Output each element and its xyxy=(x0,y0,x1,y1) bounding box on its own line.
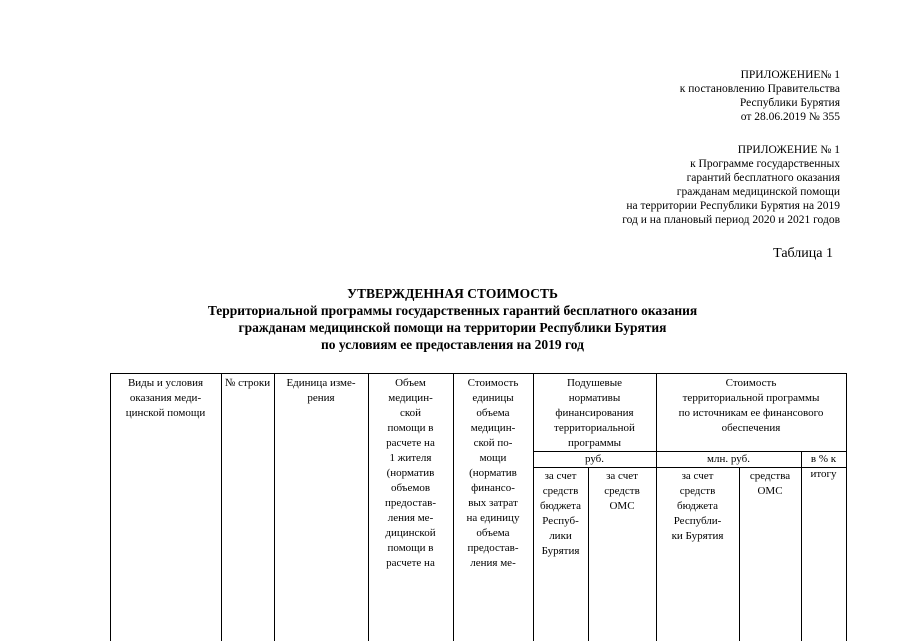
header-budget-mln: за счет средств бюджета Республи- ки Бурятия xyxy=(671,470,724,542)
table-border xyxy=(533,467,846,468)
annex-line: к постановлению Правительства xyxy=(679,83,840,95)
table-border xyxy=(221,373,222,641)
document-title: УТВЕРЖДЕННАЯ СТОИМОСТЬ xyxy=(347,286,558,301)
header-per-capita-norms: Подушевые нормативы финансирования территориальной программы xyxy=(554,377,635,449)
header-oms-mln: средства ОМС xyxy=(749,470,791,497)
table-border xyxy=(274,373,275,641)
annex-title-2: ПРИЛОЖЕНИЕ № 1 xyxy=(737,144,840,156)
header-budget-rub: за счет средств бюджета Респуб- лики Бурятия xyxy=(539,470,581,557)
header-percent-total: в % к итогу xyxy=(810,453,837,480)
document-subtitle: гражданам медицинской помощи на территории Республики Бурятия xyxy=(238,320,667,335)
annex-line: Республики Бурятия xyxy=(739,97,840,109)
header-oms-rub: за счет средств ОМС xyxy=(604,470,640,512)
annex-date-line: от 28.06.2019 № 355 xyxy=(740,111,840,123)
header-cost-by-sources: Стоимость территориальной программы по источникам ее финансового обеспечения xyxy=(678,377,824,434)
document-subtitle: Территориальной программы государственных гарантий бесплатного оказания xyxy=(207,303,698,318)
header-unit-mln-rub: млн. руб. xyxy=(707,453,750,465)
header-care-types: Виды и условия оказания меди- цинской помощи xyxy=(125,377,206,419)
annex-line: гражданам медицинской помощи xyxy=(676,186,840,198)
header-unit: Единица изме- рения xyxy=(286,377,356,404)
annex-line: гарантий бесплатного оказания xyxy=(686,172,840,184)
table-border xyxy=(846,373,847,641)
header-volume-norm: Объем медицин- ской помощи в расчете на 1 жителя (норматив объемов предостав- ления ме- дицинской помощи в расчете на xyxy=(384,377,437,569)
annex-line: год и на плановый период 2020 и 2021 годов xyxy=(622,214,840,226)
annex-line: на территории Республики Бурятия на 2019 xyxy=(626,200,840,212)
cost-table xyxy=(110,373,846,641)
header-row-number: № строки xyxy=(224,377,271,389)
annex-title-1: ПРИЛОЖЕНИЕ№ 1 xyxy=(740,69,840,81)
header-unit-cost: Стоимость единицы объема медицин- ской по- мощи (норматив финансо- вых затрат на единицу объема предостав- ления ме- xyxy=(466,377,520,569)
annex-line: к Программе государственных xyxy=(690,158,840,170)
table-number: Таблица 1 xyxy=(773,246,833,261)
header-unit-rub: руб. xyxy=(584,453,605,465)
document-subtitle: по условиям ее предоставления на 2019 год xyxy=(321,337,584,352)
